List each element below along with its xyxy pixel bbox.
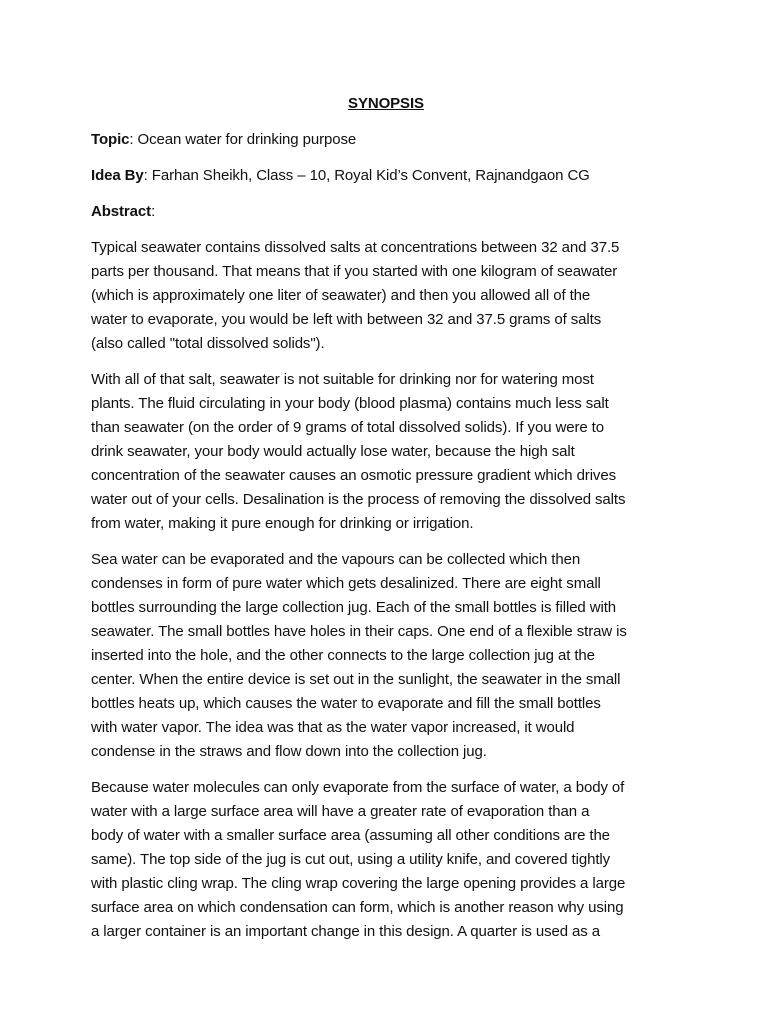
paragraph-line: center. When the entire device is set out in the sunlight, the seawater in the small bbox=[91, 671, 621, 688]
paragraph-line: surface area on which condensation can form, which is another reason why using bbox=[91, 899, 624, 916]
idea-by-label: Idea By bbox=[91, 167, 144, 184]
paragraph bbox=[91, 776, 681, 944]
paragraph-line: body of water with a smaller surface area (assuming all other conditions are the bbox=[91, 827, 610, 844]
abstract-heading bbox=[91, 200, 681, 224]
idea-by-value: : Farhan Sheikh, Class – 10, Royal Kid’s Convent, Rajnandgaon CG bbox=[143, 167, 590, 184]
paragraph-line: with plastic cling wrap. The cling wrap covering the large opening provides a large bbox=[91, 875, 626, 892]
paragraph-line: (also called "total dissolved solids"). bbox=[91, 335, 325, 352]
abstract-suffix: : bbox=[151, 203, 156, 220]
topic-line bbox=[91, 128, 681, 152]
paragraph-line: condense in the straws and flow down into the collection jug. bbox=[91, 743, 487, 760]
document-title: SYNOPSIS bbox=[348, 95, 424, 112]
document-body bbox=[91, 92, 681, 956]
paragraph-line: plants. The fluid circulating in your body (blood plasma) contains much less salt bbox=[91, 395, 609, 412]
paragraph-line: same). The top side of the jug is cut out, using a utility knife, and covered tightly bbox=[91, 851, 611, 868]
paragraph-line: (which is approximately one liter of seawater) and then you allowed all of the bbox=[91, 287, 591, 304]
paragraph-line: concentration of the seawater causes an osmotic pressure gradient which drives bbox=[91, 467, 616, 484]
paragraph-line: condenses in form of pure water which gets desalinized. There are eight small bbox=[91, 575, 601, 592]
topic-value: : Ocean water for drinking purpose bbox=[129, 131, 357, 148]
paragraph bbox=[91, 236, 681, 356]
paragraph-line: bottles surrounding the large collection jug. Each of the small bottles is filled with bbox=[91, 599, 617, 616]
paragraph bbox=[91, 548, 681, 764]
abstract-paragraphs bbox=[91, 236, 681, 944]
paragraph-line: from water, making it pure enough for drinking or irrigation. bbox=[91, 515, 474, 532]
paragraph-line: parts per thousand. That means that if you started with one kilogram of seawater bbox=[91, 263, 618, 280]
paragraph-line: With all of that salt, seawater is not suitable for drinking nor for watering most bbox=[91, 371, 594, 388]
abstract-label: Abstract bbox=[91, 203, 152, 220]
paragraph-line: seawater. The small bottles have holes in their caps. One end of a flexible straw is bbox=[91, 623, 627, 640]
paragraph-line: water with a large surface area will have a greater rate of evaporation than a bbox=[91, 803, 590, 820]
topic-label: Topic bbox=[91, 131, 130, 148]
paragraph-line: water out of your cells. Desalination is the process of removing the dissolved salts bbox=[91, 491, 626, 508]
idea-by-line bbox=[91, 164, 681, 188]
paragraph-line: water to evaporate, you would be left with between 32 and 37.5 grams of salts bbox=[91, 311, 602, 328]
paragraph-line: bottles heats up, which causes the water to evaporate and fill the small bottles bbox=[91, 695, 601, 712]
paragraph-line: drink seawater, your body would actually lose water, because the high salt bbox=[91, 443, 575, 460]
paragraph-line: a larger container is an important change in this design. A quarter is used as a bbox=[91, 923, 600, 940]
paragraph-line: than seawater (on the order of 9 grams of total dissolved solids). If you were to bbox=[91, 419, 604, 436]
paragraph-line: inserted into the hole, and the other connects to the large collection jug at the bbox=[91, 647, 595, 664]
paragraph-line: Sea water can be evaporated and the vapours can be collected which then bbox=[91, 551, 581, 568]
paragraph bbox=[91, 368, 681, 536]
paragraph-line: Typical seawater contains dissolved salts at concentrations between 32 and 37.5 bbox=[91, 239, 620, 256]
paragraph-line: with water vapor. The idea was that as the water vapor increased, it would bbox=[91, 719, 575, 736]
paragraph-line: Because water molecules can only evaporate from the surface of water, a body of bbox=[91, 779, 625, 796]
